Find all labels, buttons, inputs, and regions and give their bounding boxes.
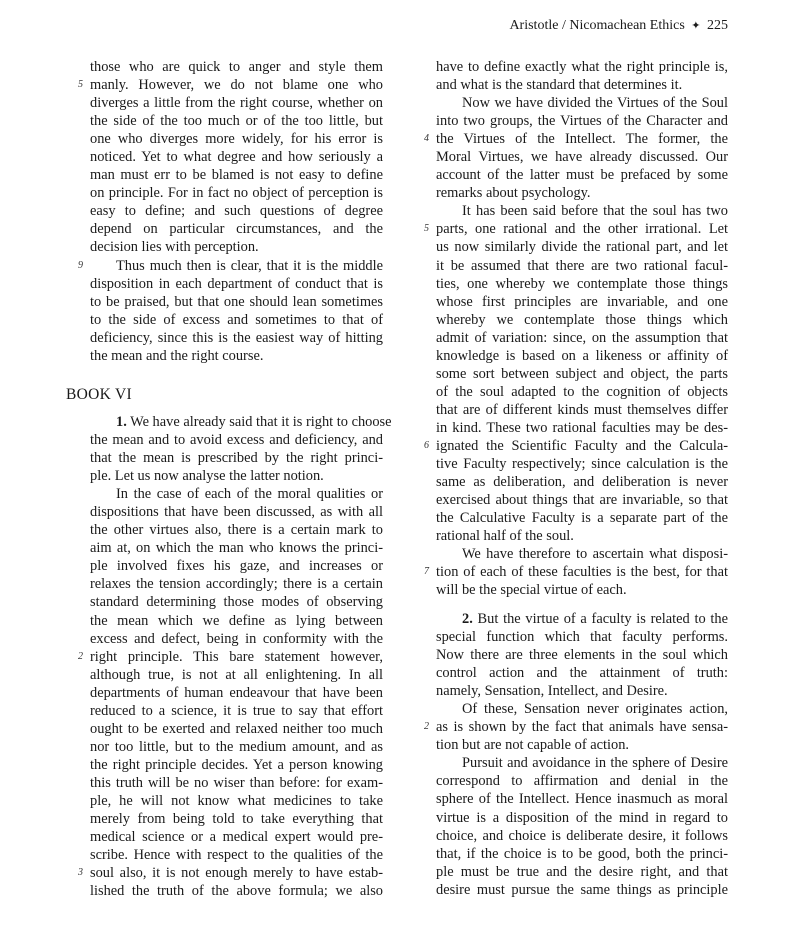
text-line: remarks about psychology. <box>436 185 591 202</box>
text-line: It has been said before that the soul has two <box>462 203 728 220</box>
text-line: this truth will be no wiser than before: for exam- <box>90 774 383 791</box>
text-line: us now similarly divide the rational part, and let <box>436 239 728 256</box>
text-line: 2 as is shown by the fact that animals have sensa- <box>424 719 728 736</box>
text-line: dispositions that have been discussed, as with all <box>90 504 383 521</box>
text-line: exercised about things that are invariable, so that <box>436 492 728 509</box>
book-heading: BOOK VI <box>66 386 132 403</box>
text-line: diverges a little from the right course, whether on <box>90 95 383 112</box>
text-line: on principle. For in fact no object of perception is <box>90 185 383 202</box>
running-header <box>509 18 728 34</box>
text-line: that, if the choice is to be good, both the princi- <box>436 845 728 862</box>
text-line: ple, he will not know what medicines to take <box>90 792 383 809</box>
text-line: the mean and to avoid excess and deficiency, and <box>90 432 383 449</box>
text-line: the mean which we define as lying between <box>90 612 383 629</box>
text-line: the other virtues also, there is a certain mark to <box>90 522 383 539</box>
left-column-top <box>78 58 383 365</box>
margin-line-number: 2 <box>424 721 429 733</box>
text-line: ought to be exerted and relaxed neither too much <box>90 720 383 737</box>
text-line: excess and defect, being in conformity with the <box>90 630 383 647</box>
margin-line-number: 3 <box>78 867 83 879</box>
text-line: scribe. Hence with respect to the qualities of the <box>90 847 383 864</box>
text-line: the Calculative Faculty is a separate part of the <box>436 510 728 527</box>
text-line: ple. Let us now analyse the latter notion. <box>90 468 324 485</box>
text-line: although true, is not at all enlightening. In all <box>90 666 383 683</box>
text-line: those who are quick to anger and style them <box>90 59 383 75</box>
text-line: merely from being told to take everything that <box>90 811 383 828</box>
text-line: control action and the attainment of truth: <box>436 665 728 682</box>
text-line: that are of different kinds must themselves differ <box>436 401 728 418</box>
text-line: 5 parts, one rational and the other irrational. Let <box>424 221 728 238</box>
text-line: disposition in each department of conduct that is <box>90 275 383 292</box>
text-line: relaxes the tension accordingly; there is a certain <box>90 576 383 593</box>
text-line: deficiency, since this is the easiest way of hitting <box>90 329 383 346</box>
right-column-top <box>424 58 728 599</box>
text-line: and what is the standard that determines it. <box>436 77 683 94</box>
text-line: that the mean is prescribed by the right princi- <box>90 450 383 467</box>
margin-line-number: 5 <box>78 79 83 91</box>
text-line: 2. But the virtue of a faculty is related to the <box>462 611 728 627</box>
left-column-bottom <box>78 413 392 900</box>
text-line: namely, Sensation, Intellect, and Desire. <box>436 683 668 700</box>
text-line: ties, one whereby we contemplate those things <box>436 275 728 292</box>
text-line: desire must pursue the same things as principle <box>436 881 728 898</box>
text-line: choice, and choice is deliberate desire, it follows <box>436 827 728 844</box>
margin-line-number: 6 <box>424 439 429 451</box>
text-line: tion but are not capable of action. <box>436 737 630 754</box>
header-author: Aristotle <box>509 18 559 33</box>
text-line: will be the special virtue of each. <box>436 582 627 599</box>
text-line: sphere of the Intellect. Hence inasmuch as moral <box>436 791 728 808</box>
text-line: to be praised, but that one should lean sometimes <box>90 293 383 310</box>
text-line: medical science or a medical expert would pre- <box>90 829 383 846</box>
text-line: aim at, on which the man who knows the princi- <box>90 540 383 557</box>
text-line: reduced to a science, it is true to say that effort <box>90 702 383 719</box>
text-line: tive Faculty respectively; since calculation is the <box>436 456 728 473</box>
text-line: easy to define; and such questions of degree <box>90 203 383 220</box>
text-line: the right principle decides. Yet a person knowing <box>90 756 383 773</box>
text-line: 9 Thus much then is clear, that it is the middle <box>78 257 383 274</box>
margin-line-number: 4 <box>424 133 429 145</box>
text-line: knowledge is based on a likeness or affinity of <box>436 347 728 364</box>
text-line: have to define exactly what the right principle is, <box>436 59 728 75</box>
text-line: Now there are three elements in the soul which <box>436 647 728 664</box>
text-line: lished the truth of the above formula; we also <box>90 883 383 900</box>
text-line: Now we have divided the Virtues of the Soul <box>462 95 728 112</box>
text-line: nor too little, but to the medium amount, and as <box>90 738 383 755</box>
margin-line-number: 2 <box>78 650 83 662</box>
text-line: special function which that faculty performs. <box>436 629 728 646</box>
header-work-title: Nicomachean Ethics <box>569 18 685 33</box>
text-line: admit of variation: since, on the assumption that <box>436 329 728 346</box>
text-line: the mean and the right course. <box>90 347 264 364</box>
text-line: into two groups, the Virtues of the Character and <box>436 113 728 130</box>
margin-line-number: 7 <box>424 566 429 578</box>
right-column-bottom <box>424 610 728 899</box>
text-line: in kind. These two rational faculties may be des- <box>436 419 728 436</box>
text-line: whose first principles are invariable, and one <box>436 293 728 310</box>
section-number: 1. <box>116 414 127 430</box>
text-line: man must err to be blamed is not easy to define <box>90 167 383 184</box>
text-line: 7 tion of each of these faculties is the best, for that <box>424 564 728 581</box>
text-line: 2 right principle. This bare statement however, <box>78 648 383 665</box>
text-line: Moral Virtues, we have already discussed. Our <box>436 149 728 166</box>
text-line: standard determining those modes of observing <box>90 594 383 611</box>
text-line: of the soul adapted to the cognition of objects <box>436 383 728 400</box>
text-line: 4 the Virtues of the Intellect. The former, the <box>424 131 728 148</box>
text-line: some sort between subject and object, the parts <box>436 365 728 382</box>
text-line: account of the latter must be prefaced by some <box>436 167 728 184</box>
text-line: one who diverges more widely, for his error is <box>90 131 383 148</box>
text-line: 6 ignated the Scientific Faculty and the Calcula- <box>424 437 728 454</box>
text-line: virtue is a disposition of the mind in regard to <box>436 809 728 826</box>
text-line: rational half of the soul. <box>436 528 574 545</box>
text-line: noticed. Yet to what degree and how seriously a <box>90 149 383 166</box>
margin-line-number: 5 <box>424 223 429 235</box>
text-line: Pursuit and avoidance in the sphere of Desire <box>462 755 728 772</box>
text-line: In the case of each of the moral qualities or <box>116 486 383 503</box>
text-line: ple involved fixes his gaze, and increases or <box>90 558 383 575</box>
text-line: the side of the too much or of the too little, but <box>90 113 383 130</box>
text-line: decision lies with perception. <box>90 239 259 256</box>
text-line: correspond to affirmation and denial in the <box>436 773 728 790</box>
text-line: ple must be true and the desire right, and that <box>436 863 728 880</box>
diamond-ornament-icon: ✦ <box>691 20 701 32</box>
header-separator: / <box>561 18 566 33</box>
text-line: 5 manly. However, we do not blame one who <box>78 77 383 94</box>
page-number: 225 <box>707 18 728 33</box>
section-number: 2. <box>462 611 473 627</box>
text-line: depend on particular circumstances, and the <box>90 221 383 238</box>
text-line: departments of human endeavour that have been <box>90 684 383 701</box>
text-line: 3 soul also, it is not enough merely to have estab- <box>78 865 383 882</box>
margin-line-number: 9 <box>78 259 83 271</box>
text-line: 1. We have already said that it is right to choose <box>116 414 392 430</box>
text-line: whereby we contemplate those things which <box>436 311 728 328</box>
text-line: to the side of excess and sometimes to that of <box>90 311 383 328</box>
text-line: same as deliberation, and deliberation is never <box>436 474 728 491</box>
text-line: Of these, Sensation never originates action, <box>462 701 728 718</box>
text-line: it be assumed that there are two rational facul- <box>436 257 728 274</box>
text-line: We have therefore to ascertain what disposi- <box>462 546 728 563</box>
